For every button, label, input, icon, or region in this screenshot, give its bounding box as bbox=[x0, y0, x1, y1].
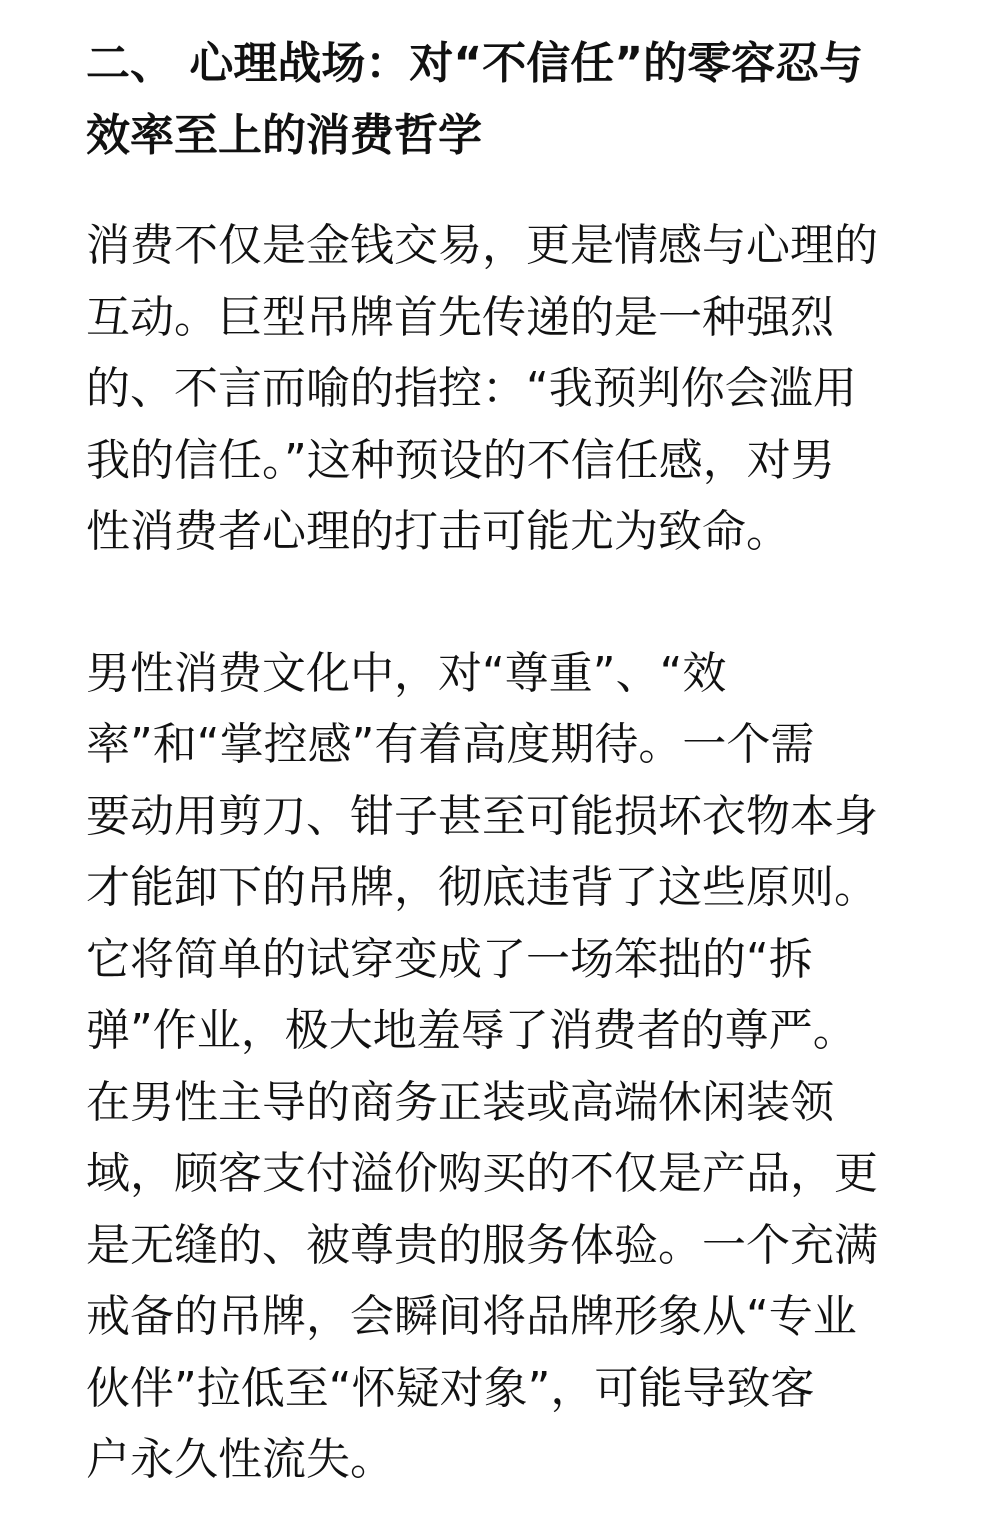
paragraph-line: 男性消费文化中，对“尊重”、“效 bbox=[86, 647, 727, 699]
paragraph-line: 域，顾客支付溢价购买的不仅是产品，更 bbox=[86, 1148, 878, 1199]
paragraph-line: 戒备的吊牌，会瞬间将品牌形象从“专业 bbox=[86, 1291, 857, 1342]
paragraph-line: 才能卸下的吊牌，彻底违背了这些原则。 bbox=[86, 862, 878, 913]
paragraph-line: 性消费者心理的打击可能尤为致命。 bbox=[86, 506, 790, 557]
paragraph-line: 弹”作业，极大地羞辱了消费者的尊严。 bbox=[86, 1005, 857, 1056]
paragraph-line: 率”和“掌控感”有着高度期待。一个需 bbox=[86, 719, 815, 770]
heading-line: 效率至上的消费哲学 bbox=[86, 110, 482, 161]
paragraph-1 bbox=[86, 210, 944, 568]
paragraph-2 bbox=[86, 638, 944, 1496]
paragraph-line: 的、不言而喻的指控：“我预判你会滥用 bbox=[86, 363, 857, 414]
section-heading bbox=[86, 28, 944, 172]
paragraph-line: 消费不仅是金钱交易，更是情感与心理的 bbox=[86, 220, 878, 271]
paragraph-line: 户永久性流失。 bbox=[86, 1434, 394, 1485]
paragraph-line: 要动用剪刀、钳子甚至可能损坏衣物本身 bbox=[86, 790, 878, 842]
paragraph-line: 是无缝的、被尊贵的服务体验。一个充满 bbox=[86, 1219, 878, 1271]
paragraph-line: 我的信任。”这种预设的不信任感，对男 bbox=[86, 434, 835, 486]
heading-line: 二、 心理战场：对“不信任”的零容忍与 bbox=[86, 38, 864, 89]
paragraph-line: 伙伴”拉低至“怀疑对象”，可能导致客 bbox=[86, 1362, 815, 1414]
paragraph-line: 在男性主导的商务正装或高端休闲装领 bbox=[86, 1076, 834, 1128]
paragraph-line: 互动。巨型吊牌首先传递的是一种强烈 bbox=[86, 291, 834, 343]
paragraph-line: 它将简单的试穿变成了一场笨拙的“拆 bbox=[86, 933, 813, 985]
